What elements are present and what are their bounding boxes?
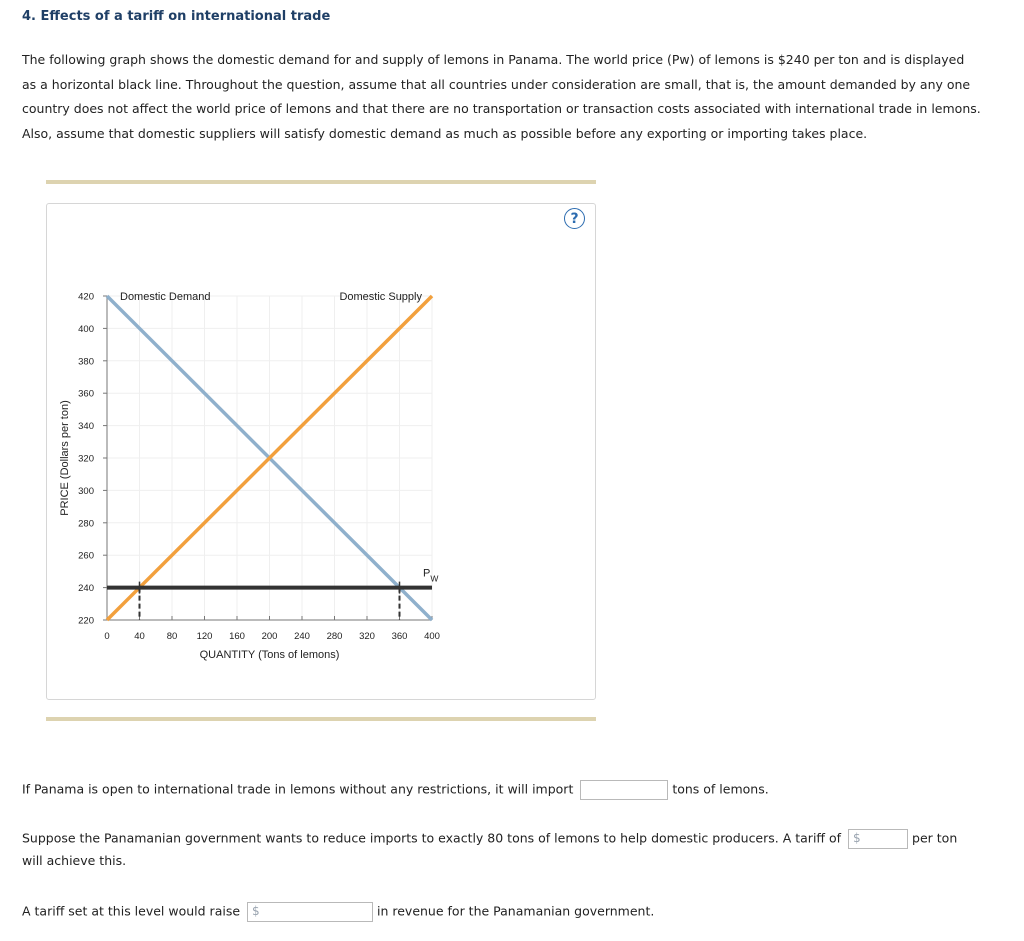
supply-label: Domestic Supply — [339, 291, 422, 303]
y-tick-label: 340 — [78, 421, 94, 433]
x-tick-label: 400 — [424, 631, 440, 642]
dollar-sign-icon: $ — [853, 831, 861, 845]
x-tick-label: 0 — [104, 631, 110, 642]
x-tick-label: 240 — [294, 631, 310, 642]
tariff-unit: per ton — [912, 830, 958, 846]
x-axis-label: QUANTITY (Tons of lemons) — [199, 649, 340, 661]
help-icon[interactable]: ? — [564, 208, 585, 229]
x-tick-label: 160 — [229, 631, 245, 642]
x-tick-label: 80 — [166, 631, 178, 642]
bottom-divider — [46, 717, 596, 721]
demand-label: Domestic Demand — [120, 291, 211, 303]
tariff-prompt: Suppose the Panamanian government wants to reduce imports to exactly 80 tons of lemons to help domestic producers. A tariff of — [22, 830, 842, 846]
y-tick-label: 420 — [78, 291, 94, 303]
x-tick-label: 280 — [326, 631, 343, 642]
y-tick-label: 220 — [78, 615, 94, 627]
question-revenue — [22, 902, 654, 922]
imports-unit: tons of lemons. — [672, 781, 769, 797]
y-tick-label: 360 — [78, 388, 94, 400]
tariff-input-wrap — [848, 829, 908, 849]
world-price-subscript: W — [430, 573, 439, 584]
question-title: 4. Effects of a tariff on international trade — [22, 9, 331, 24]
revenue-input[interactable] — [247, 902, 373, 922]
tariff-line2: will achieve this. — [22, 853, 127, 868]
x-tick-label: 360 — [391, 631, 408, 642]
x-tick-label: 120 — [196, 631, 213, 642]
world-price-label: $P_W$ — [423, 567, 439, 584]
revenue-prompt: A tariff set at this level would raise — [22, 903, 241, 919]
y-tick-label: 320 — [78, 453, 94, 465]
y-axis-label: PRICE (Dollars per ton) — [59, 400, 71, 516]
y-tick-label: 300 — [78, 485, 94, 497]
question-tariff — [22, 829, 957, 849]
dollar-sign-icon: $ — [252, 904, 260, 918]
tariff-input[interactable] — [848, 829, 908, 849]
revenue-input-wrap — [247, 902, 373, 922]
revenue-suffix: in revenue for the Panamanian government. — [377, 903, 655, 919]
y-tick-label: 400 — [78, 323, 94, 335]
x-tick-label: 320 — [359, 631, 375, 642]
imports-prompt: If Panama is open to international trade in lemons without any restrictions, it will import — [22, 781, 574, 797]
imports-input[interactable] — [580, 780, 668, 800]
y-tick-label: 380 — [78, 356, 94, 368]
question-intro: The following graph shows the domestic demand for and supply of lemons in Panama. The world price (Pw) of lemons is $240 per ton and is displayed as a horizontal black line. Throughout the question, assume that all countries under consideration are small, that is, the amount demanded by any one country does not affect the world price of lemons and that there are no transportation or transaction costs associated with international trade in lemons. Also, assume that domestic suppliers will satisfy domestic demand as much as possible before any exporting or importing takes place. — [22, 52, 981, 141]
question-imports — [22, 780, 769, 800]
y-tick-label: 260 — [78, 550, 94, 562]
x-tick-label: 40 — [134, 631, 145, 642]
y-tick-label: 280 — [78, 518, 94, 530]
x-tick-label: 200 — [261, 631, 278, 642]
y-tick-label: 240 — [78, 583, 94, 595]
